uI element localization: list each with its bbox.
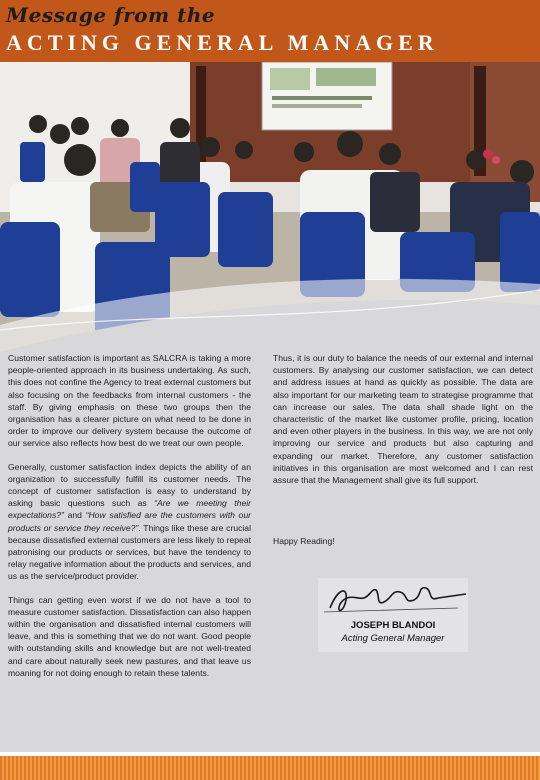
header-banner [0,0,540,62]
header-subtitle: Message from the [6,3,216,27]
paragraph: Customer satisfaction is important as SALCRA is taking a more people-oriented approach in its business undertaking. As such, this does not confine the Agency to treat external customers but also focusing on the feedbacks from internal customers - the staff. By giving emphasis on these two groups then the organisation has a clearer picture on what need to be done in order to improve our delivery system because the outcome of our service also reflects how best do we treat our own people. [8,353,251,449]
quote: “How satisfied are the customers with our products or service they receive?” [8,510,251,533]
text-run: Generally, customer satisfaction index depicts the ability of an organization to successfully fulfill its customer needs. The concept of customer satisfaction is easy to understand by asking basic questions such as [8,461,251,509]
signatory-title: Acting General Manager [341,633,445,644]
paragraph [8,461,251,583]
closing-line: Happy Reading! [273,536,335,546]
text-run: and [63,510,86,521]
paragraph: Things can getting even worst if we do not have a tool to measure customer satisfaction. Dissatisfaction can also happen within the organisation and dissatisfied internal customers will leave, and this is something that we do not want. Good people with outstanding skills and knowledge but are not well-treated and care about naturally seek new pastures, and that leave us moaning for not doing enough to retain these talents. [8,594,251,678]
left-column [8,352,251,690]
paragraph: Thus, it is our duty to balance the needs of our external and internal customers. By analysing our customer satisfaction, we can detect and address issues at hand as quickly as possible. The data are also important for our marketing team to strategise programme that can increase our sales. The data shall shade light on the characteristic of the market like customer profile, pricing, location and even other players in the business. In this way, we are not only improving our service and products but also capturing and expanding our market. Therefore, any customer satisfaction initiatives in this organisation are most welcomed and I can rest assure that the Management shall give its full support. [273,353,533,486]
footer-strip [0,752,540,756]
right-column [273,352,533,497]
text-run: . Things like these are crucial because dissatisfied external customers are less likely to repeat patronising our products or services, but have the tendency to relay negative information about the products and services, and us as the service/product provider. [8,522,251,582]
signatory-name: JOSEPH BLANDOI [350,620,436,631]
handwritten-signature [318,578,468,620]
signature-block [318,578,468,652]
header-title: ACTING GENERAL MANAGER [6,30,439,55]
quote: “Are we meeting their expectations?” [8,498,252,521]
footer-bar [0,752,540,780]
